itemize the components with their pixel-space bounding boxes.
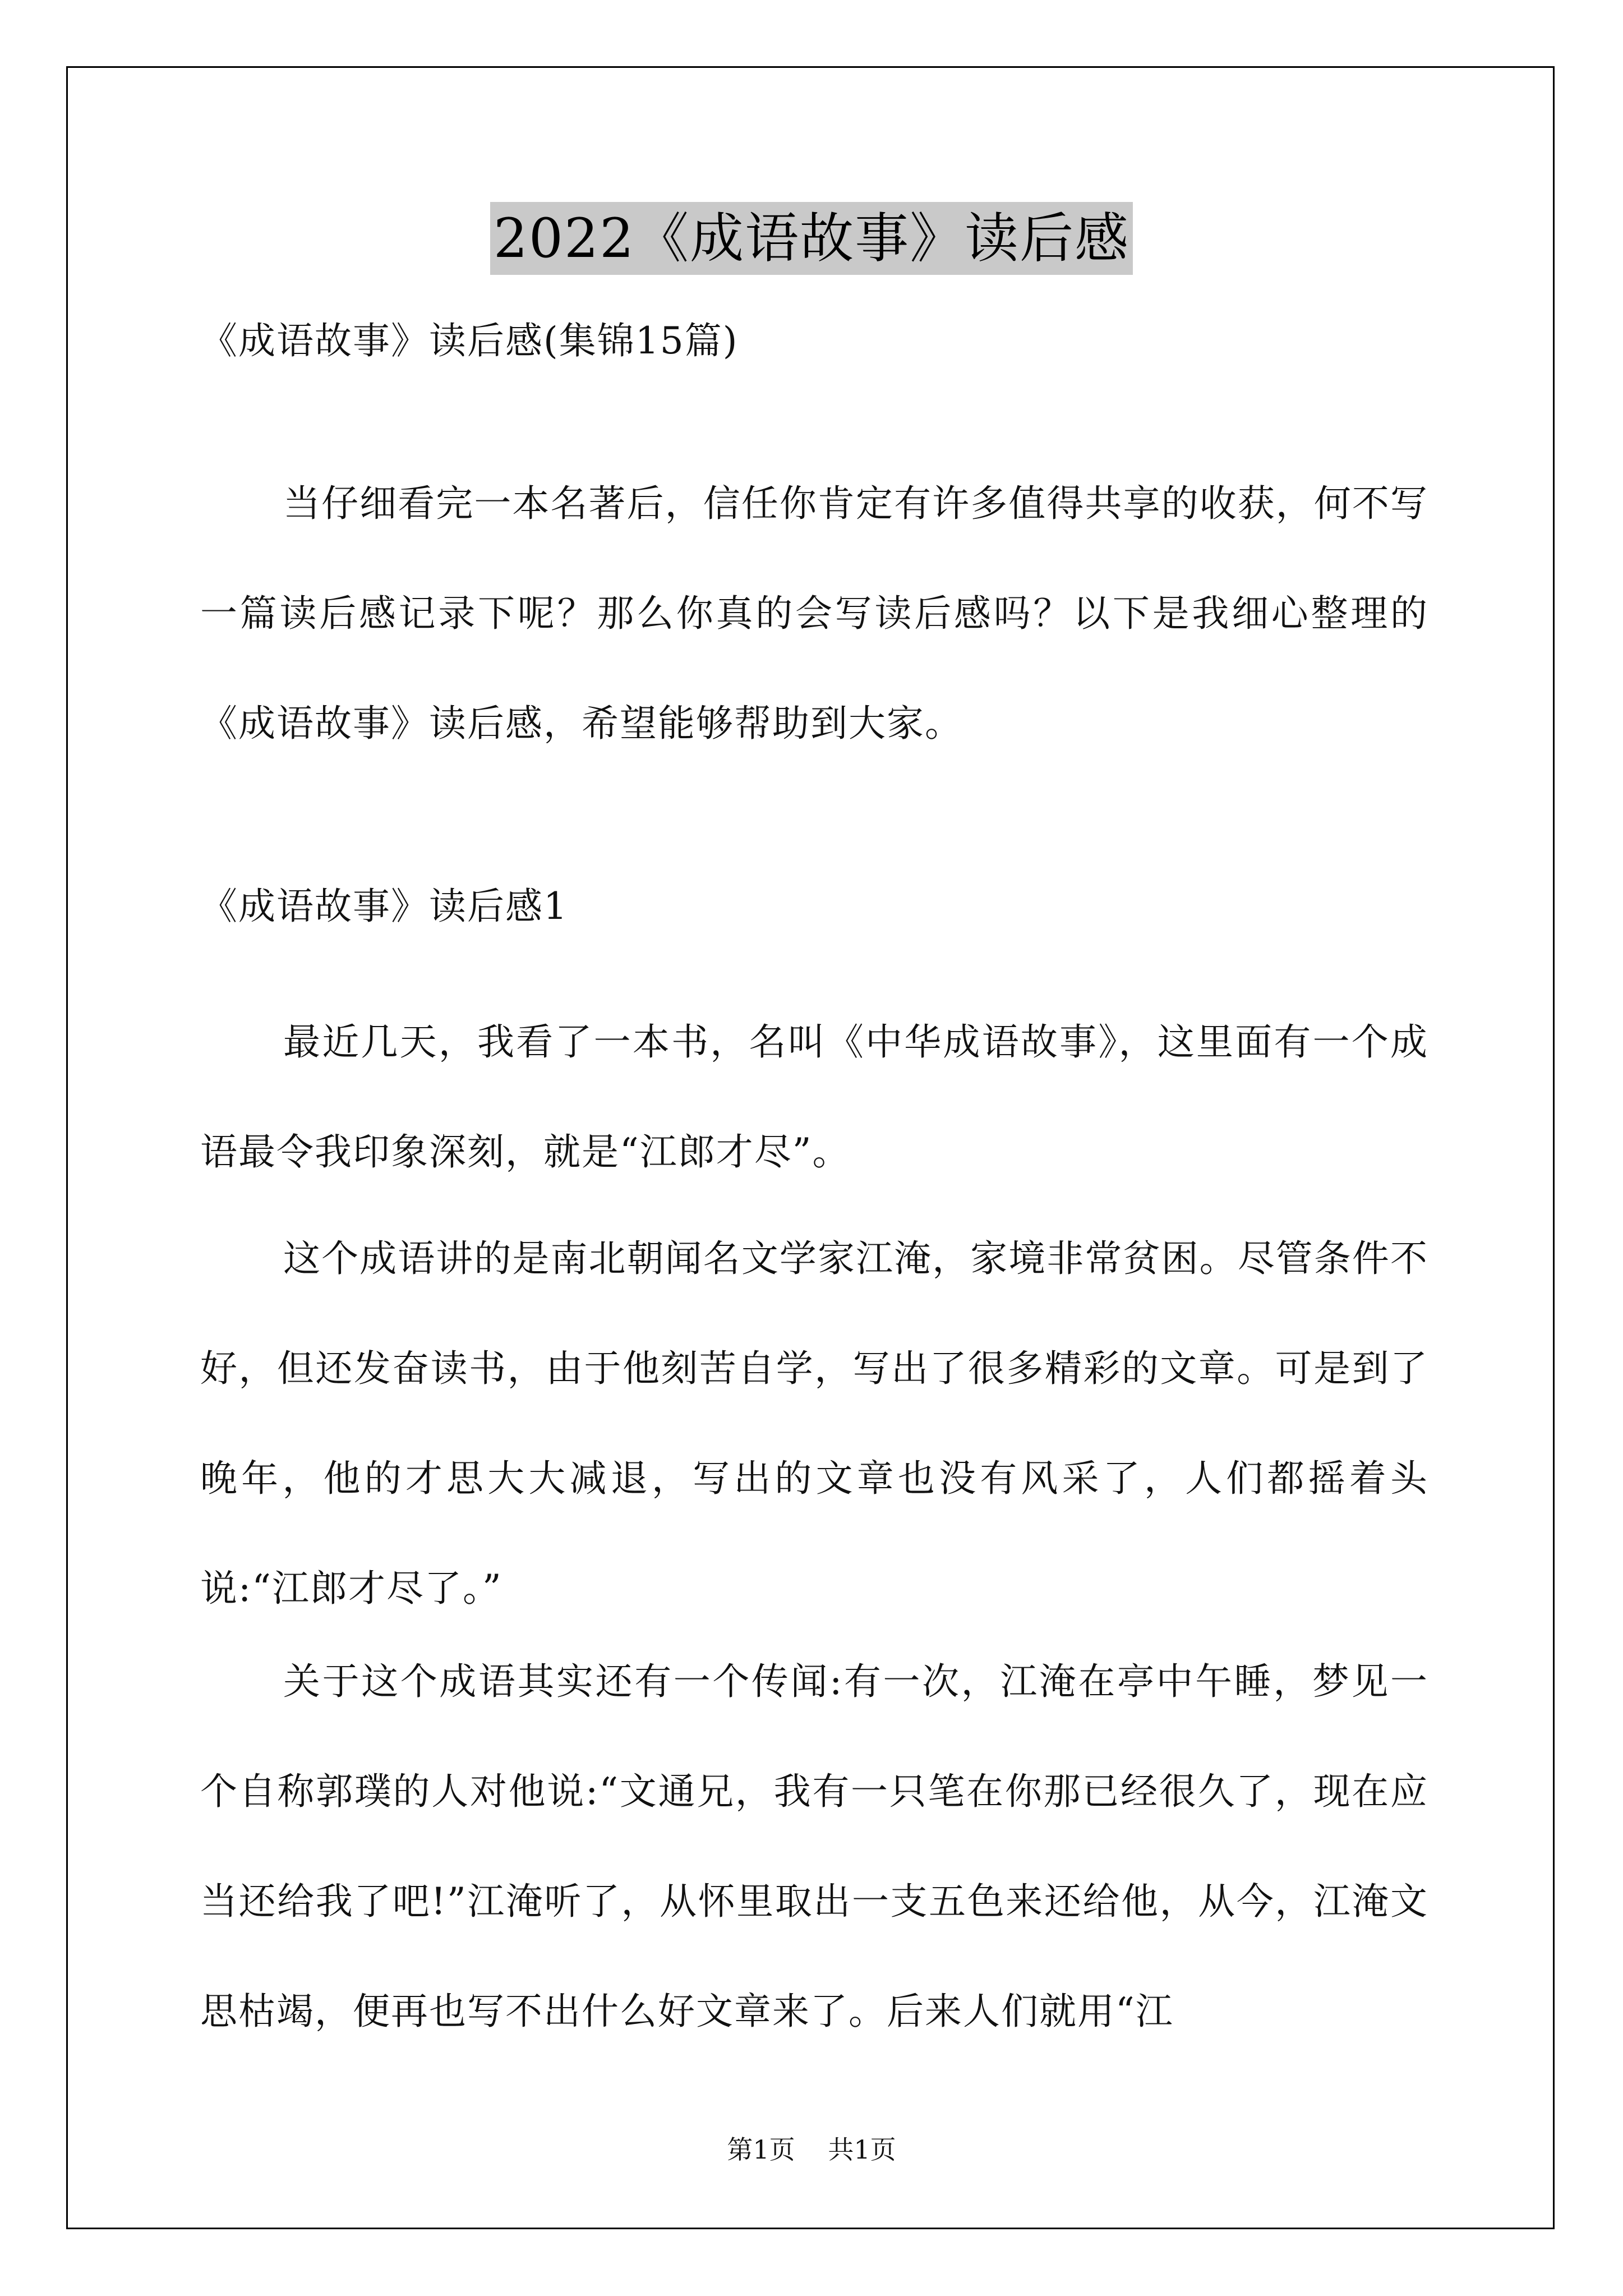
title-container [0, 202, 1623, 275]
document-title: 2022《成语故事》读后感 [490, 202, 1133, 275]
page-total: 共1页 [828, 2134, 896, 2165]
body-paragraph-1: 最近几天，我看了一本书，名叫《中华成语故事》，这里面有一个成语最令我印象深刻，就是“江郎才尽”。 [200, 1020, 1428, 1174]
page-current: 第1页 [727, 2134, 795, 2165]
intro-paragraph: 当仔细看完一本名著后，信任你肯定有许多值得共享的收获，何不写一篇读后感记录下呢？那么你真的会写读后感吗？以下是我细心整理的《成语故事》读后感，希望能够帮助到大家。 [200, 482, 1428, 745]
section-heading: 《成语故事》读后感1 [200, 885, 568, 928]
body-paragraph-2: 这个成语讲的是南北朝闻名文学家江淹，家境非常贫困。尽管条件不好，但还发奋读书，由于他刻苦自学，写出了很多精彩的文章。可是到了晚年，他的才思大大减退，写出的文章也没有风采了，人们都摇着头说:“江郎才尽了。” [200, 1237, 1428, 1610]
page-footer [0, 2129, 1623, 2166]
body-paragraph-3: 关于这个成语其实还有一个传闻:有一次，江淹在亭中午睡，梦见一个自称郭璞的人对他说:“文通兄，我有一只笔在你那已经很久了，现在应当还给我了吧!”江淹听了，从怀里取出一支五色来还给他，从今，江淹文思枯竭，便再也写不出什么好文章来了。后来人们就用“江 [200, 1660, 1428, 2033]
document-subtitle: 《成语故事》读后感(集锦15篇) [200, 319, 739, 362]
